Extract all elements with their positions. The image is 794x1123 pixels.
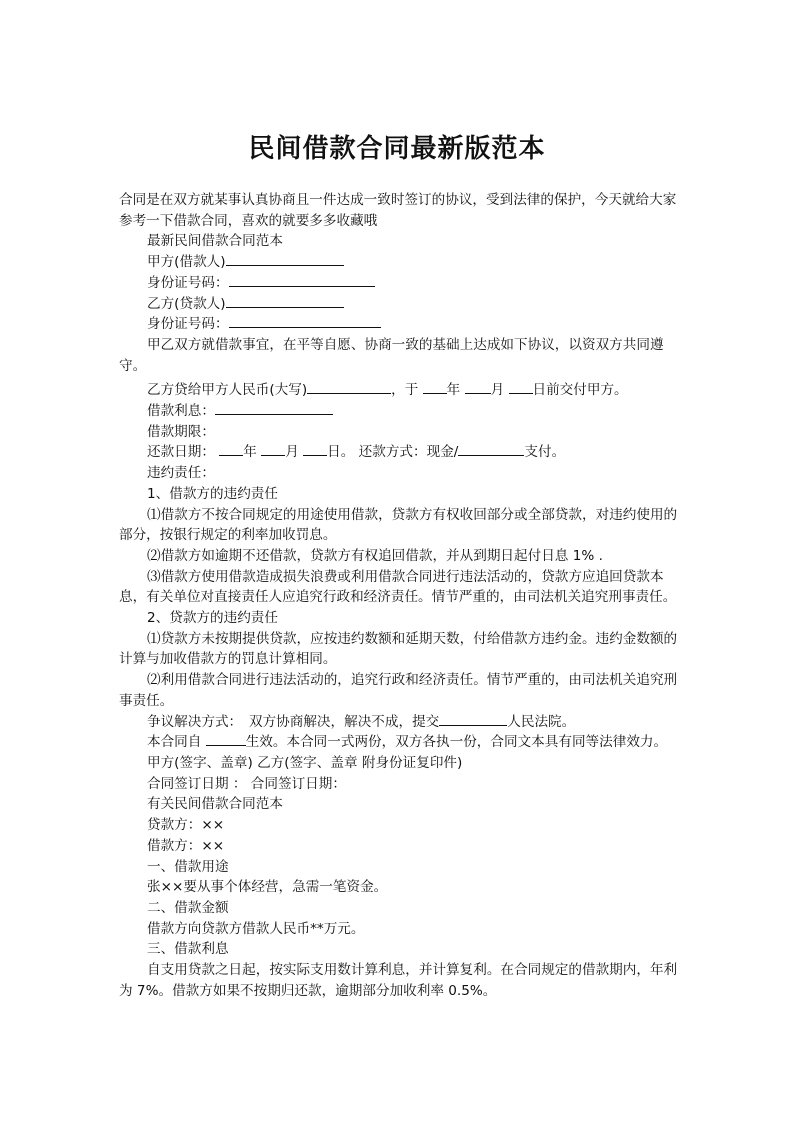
party-b-line [119, 294, 681, 315]
document-body [119, 190, 681, 1001]
amount-year-label: 年 [446, 382, 461, 399]
lender-breach-heading: 2、贷款方的违约责任 [147, 610, 278, 627]
borrower-breach-item-2: ⑵借款方如逾期不还借款，贷款方有权追回借款，并从到期日起付日息 1% . [147, 547, 603, 564]
amount-month-label: 月 [490, 382, 505, 399]
effect-label: 本合同自 [147, 734, 202, 751]
section-3-text: 自支用贷款之日起，按实际支用数计算利息，并计算复利。在合同规定的借款期内，年利为 7%。借款方如果不按期归还款，逾期部分加收利率 0.5%。 [119, 962, 678, 999]
interest-label: 借款利息： [147, 403, 215, 420]
borrower-breach-item-1: ⑴借款方不按合同规定的用途使用借款，贷款方有权收回部分或全部贷款，对违约使用的部分，按银行规定的利率加收罚息。 [119, 506, 678, 544]
repay-day-blank [303, 443, 327, 456]
amount-on-label: ，于 [391, 382, 419, 399]
amount-month-blank [465, 381, 491, 394]
term-line: 借款期限： [147, 423, 215, 440]
dispute-label: 争议解决方式： 双方协商解决，解决不成，提交 [147, 713, 440, 730]
borrower-breach-heading: 1、借款方的违约责任 [147, 485, 278, 502]
repay-pay-label: 支付。 [524, 444, 566, 461]
repay-label: 还款日期： [147, 444, 215, 461]
amount-day-blank [509, 381, 533, 394]
repay-method-label: 还款方式：现金/ [358, 444, 459, 461]
lender-breach-item-2: ⑵利用借款合同进行违法活动的，追究行政和经济责任。情节严重的，由司法机关追究刑事责任。 [119, 672, 678, 709]
borrower-line: 借款方：×× [147, 837, 225, 854]
section-2-title: 二、借款金额 [147, 899, 229, 916]
repay-day-label: 日。 [327, 444, 355, 461]
party-b-label: 乙方(贷款人) [147, 295, 226, 312]
amount-line [119, 380, 681, 401]
id-a-line [119, 273, 681, 294]
amount-end-label: 日前交付甲方。 [532, 382, 628, 399]
repay-method-blank [458, 443, 524, 456]
party-a-label: 甲方(借款人) [147, 254, 226, 271]
breach-heading: 违约责任： [147, 465, 215, 482]
section-1-text: 张××要从事个体经营，急需一笔资金。 [147, 879, 388, 896]
lender-breach-item-1: ⑴贷款方未按期提供贷款，应按违约数额和延期天数，付给借款方违约金。违约金数额的计算与加收借款方的罚息计算相同。 [119, 630, 678, 668]
party-b-blank [226, 295, 344, 308]
amount-blank [307, 381, 391, 394]
repay-year-blank [219, 443, 243, 456]
id-b-line [119, 314, 681, 335]
lender-line: 贷款方：×× [147, 817, 225, 834]
court-label: 人民法院。 [507, 713, 576, 730]
party-a-line [119, 252, 681, 273]
interest-blank [215, 402, 333, 415]
contract-2-title: 有关民间借款合同范本 [147, 796, 283, 813]
effect-blank [206, 733, 246, 746]
id-b-blank [229, 315, 381, 328]
section-2-text: 借款方向贷款方借款人民币**万元。 [147, 920, 365, 937]
sign-date-line: 合同签订日期 ： 合同签订日期： [147, 775, 346, 792]
intro-paragraph: 合同是在双方就某事认真协商且一件达成一致时签订的协议，受到法律的保护，今天就给大家参考一下借款合同，喜欢的就要多多收藏哦 [119, 192, 677, 229]
id-b-label: 身份证号码： [147, 316, 229, 333]
document-title: 民间借款合同最新版范本 [248, 134, 546, 164]
repay-line [119, 442, 681, 463]
interest-line [119, 401, 681, 422]
agreement-paragraph: 甲乙双方就借款事宜，在平等自愿、协商一致的基础上达成如下协议，以资双方共同遵守。 [119, 336, 664, 374]
contract-1-title: 最新民间借款合同范本 [147, 233, 283, 250]
id-a-label: 身份证号码： [147, 274, 229, 291]
party-a-blank [226, 253, 344, 266]
repay-month-label: 月 [285, 444, 299, 461]
dispute-line [119, 712, 681, 733]
effect-text: 生效。本合同一式两份，双方各执一份，合同文本具有同等法律效力。 [245, 734, 668, 751]
repay-year-label: 年 [243, 444, 257, 461]
amount-year-blank [423, 381, 447, 394]
court-blank [439, 713, 507, 726]
amount-label: 乙方贷给甲方人民币(大写) [147, 382, 308, 399]
borrower-breach-item-3: ⑶借款方使用借款造成损失浪费或利用借款合同进行违法活动的，贷款方应追回贷款本息，有关单位对直接责任人应追究行政和经济责任。情节严重的，由司法机关追究刑事责任。 [119, 568, 677, 606]
repay-month-blank [261, 443, 285, 456]
section-1-title: 一、借款用途 [147, 858, 229, 875]
id-a-blank [229, 274, 375, 287]
section-3-title: 三、借款利息 [147, 941, 229, 958]
effect-line [119, 732, 681, 753]
signature-line: 甲方(签字、盖章) 乙方(签字、盖章 附身份证复印件) [147, 754, 463, 771]
